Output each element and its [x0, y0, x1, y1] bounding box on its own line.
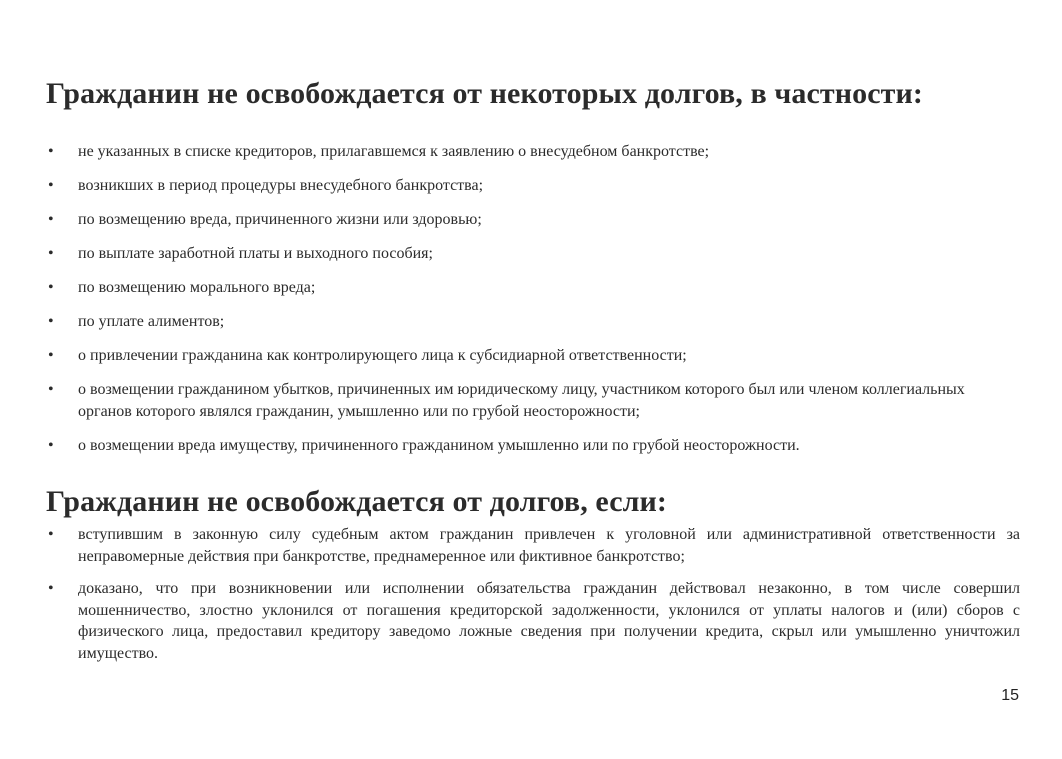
list-item: [46, 435, 1020, 457]
section-heading-partial-debts: Гражданин не освобождается от некоторых долгов, в частности:: [46, 77, 923, 110]
list-item-text: возникших в период процедуры внесудебного банкротства;: [78, 177, 484, 194]
list-item: [46, 209, 1020, 231]
bullet-icon: •: [48, 211, 54, 228]
list-item-text: по возмещению морального вреда;: [78, 279, 316, 296]
list-item-text: по уплате алиментов;: [78, 313, 225, 330]
page-number: 15: [1001, 687, 1019, 704]
list-item: [46, 311, 1020, 333]
bullet-icon: •: [48, 245, 54, 262]
bullet-icon: •: [48, 143, 54, 160]
bullet-icon: •: [48, 436, 54, 454]
list-item: [46, 277, 1020, 299]
bullet-icon: •: [48, 313, 54, 330]
list-item: [46, 578, 1020, 664]
no-release-conditions-list: [46, 524, 1020, 675]
bullet-icon: •: [48, 347, 54, 364]
list-item-text: по возмещению вреда, причиненного жизни или здоровью;: [78, 211, 482, 228]
list-item: [46, 524, 1020, 567]
list-item: [46, 175, 1020, 197]
bullet-icon: •: [48, 580, 54, 597]
bullet-icon: •: [48, 177, 54, 194]
list-item: [46, 141, 1020, 163]
list-item: [46, 345, 1020, 367]
list-item: [46, 379, 1020, 422]
section-heading-no-release-conditions: Гражданин не освобождается от долгов, если:: [46, 485, 668, 518]
list-item: [46, 243, 1020, 265]
bullet-icon: •: [48, 279, 54, 296]
list-item-text: о привлечении гражданина как контролирующего лица к субсидиарной ответственности;: [78, 347, 687, 364]
list-item-text: о возмещении гражданином убытков, причиненных им юридическому лицу, участником которого был или членом коллегиальных органов которого являлся гражданин, умышленно или по грубой неосторожности;: [78, 381, 965, 420]
partial-debts-list: [46, 141, 1020, 469]
bullet-icon: •: [48, 526, 54, 543]
bullet-icon: •: [48, 381, 54, 398]
list-item-text: вступившим в законную силу судебным актом гражданин привлечен к уголовной или административной ответственности за неправомерные действия при банкротстве, преднамеренное или фиктивное банкротство;: [78, 526, 1020, 565]
list-item-text: по выплате заработной платы и выходного пособия;: [78, 245, 433, 262]
list-item-text: о возмещении вреда имуществу, причиненного гражданином умышленно или по грубой неосторожности.: [78, 436, 800, 454]
list-item-text: не указанных в списке кредиторов, прилагавшемся к заявлению о внесудебном банкротстве;: [78, 143, 710, 160]
list-item-text: доказано, что при возникновении или исполнении обязательства гражданин действовал незаконно, в том числе совершил мошенничество, злостно уклонился от погашения кредиторской задолженности, уклонился от уплаты налогов и (или) сборов с физического лица, предоставил кредитору заведомо ложные сведения при получении кредита, скрыл или умышленно уничтожил имущество.: [78, 580, 1020, 662]
